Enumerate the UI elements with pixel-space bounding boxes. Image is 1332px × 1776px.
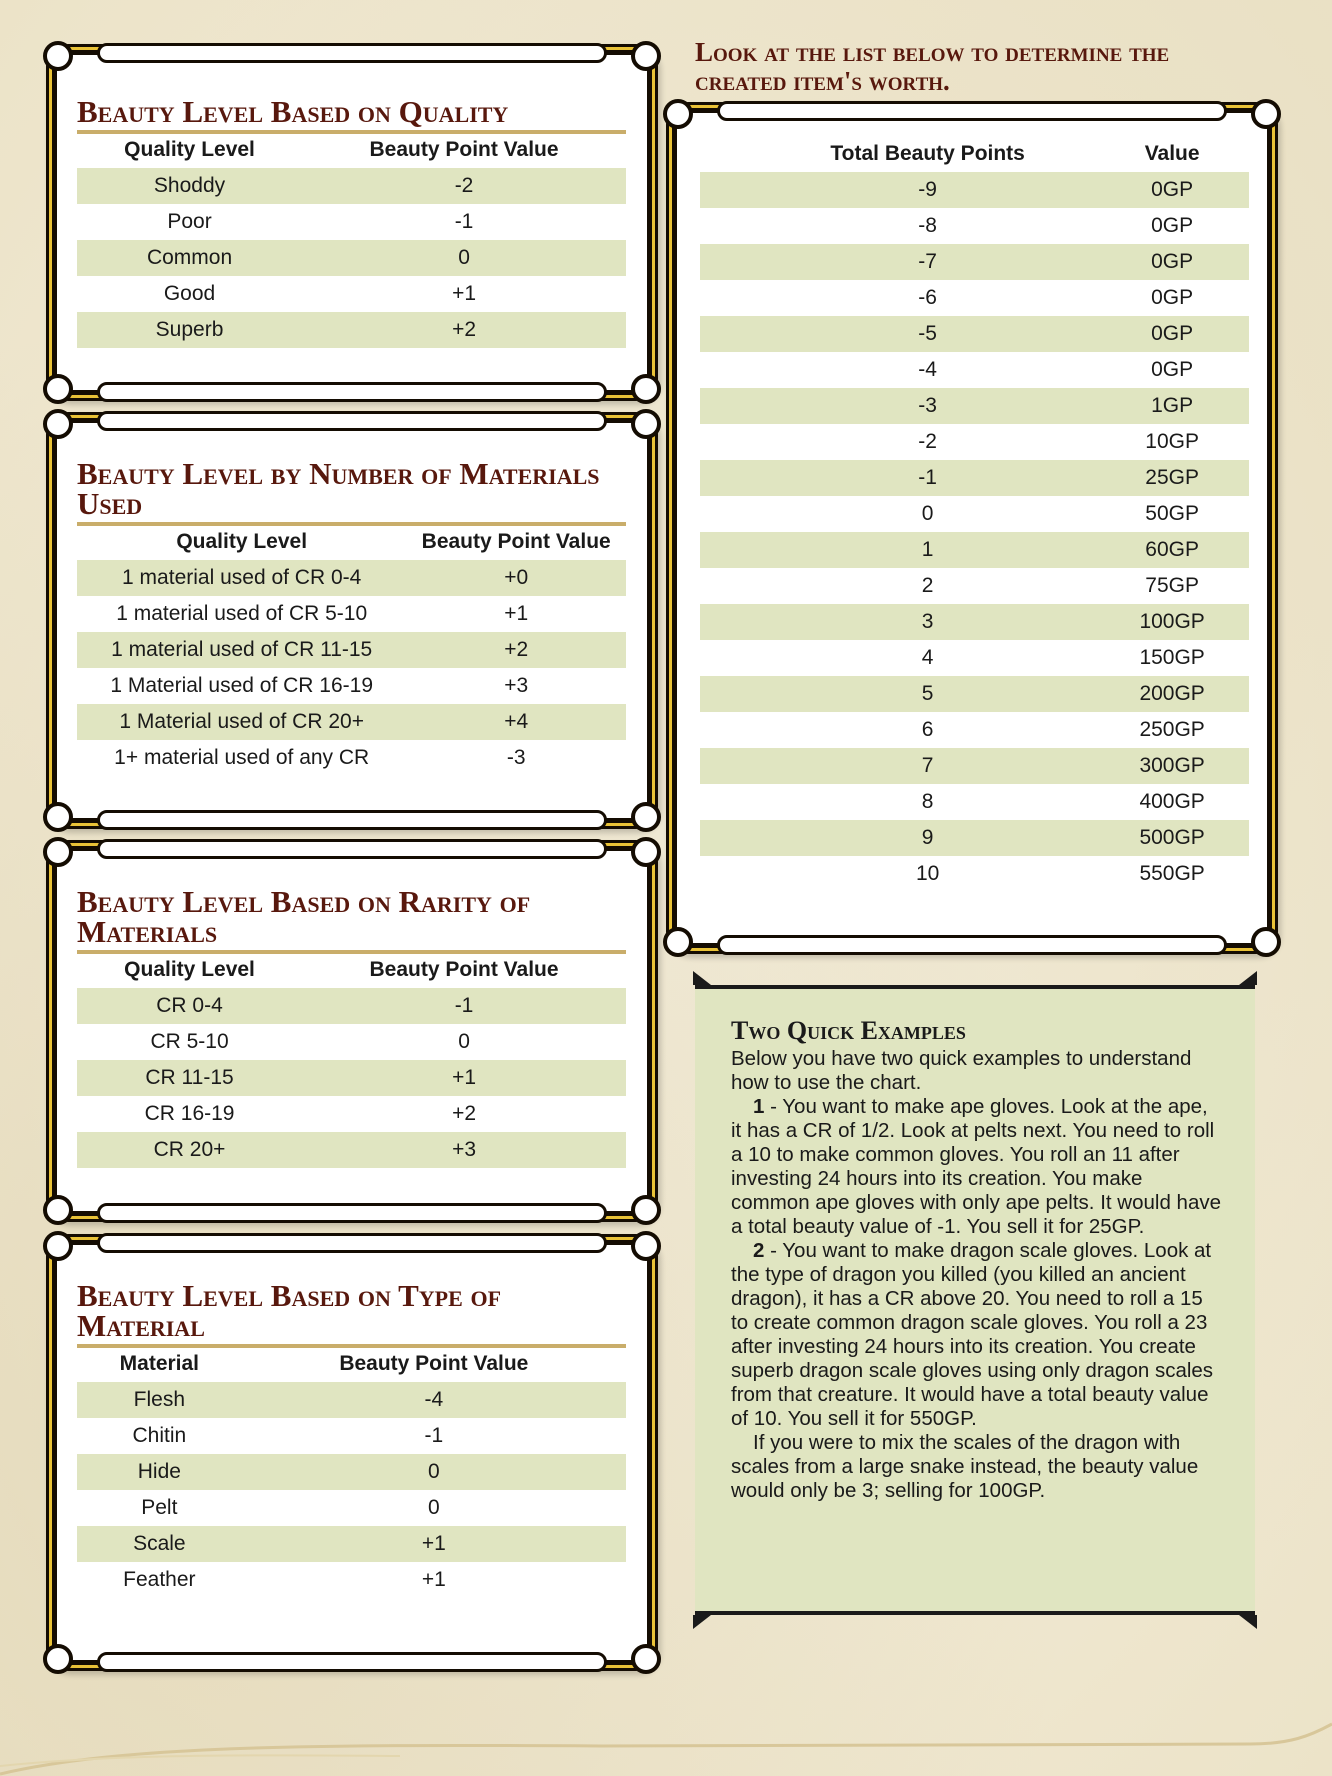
- row-label-cell: -6: [918, 286, 937, 309]
- column-header: Total Beauty Points: [830, 142, 1025, 165]
- table-row: [77, 1096, 626, 1132]
- row-value-cell: 50GP: [1145, 502, 1199, 525]
- footer-ornament: [0, 1716, 1332, 1776]
- row-value-cell: -3: [506, 746, 526, 769]
- row-label-cell: 0: [921, 502, 934, 525]
- row-value-cell: +1: [242, 1526, 626, 1562]
- row-label-cell: 1 Material used of CR 20+: [77, 704, 406, 740]
- table-row: [77, 1132, 626, 1168]
- row-value-cell: 500GP: [1095, 820, 1249, 856]
- row-value-cell: 150GP: [1139, 646, 1205, 669]
- value-list-heading: Look at the list below to determine the created item's worth.: [695, 37, 1170, 96]
- row-label-cell: Superb: [77, 312, 302, 348]
- table-row: [700, 676, 1249, 712]
- table-row: [700, 496, 1249, 532]
- table-row: [77, 1490, 626, 1526]
- row-value-cell: 0GP: [1095, 244, 1249, 280]
- row-value-cell: 200GP: [1095, 676, 1249, 712]
- row-label-cell: -8: [918, 214, 937, 237]
- row-value-cell: 250GP: [1139, 718, 1205, 741]
- row-label-cell: -5: [700, 316, 1095, 352]
- rarity-table-box: [52, 846, 652, 1216]
- row-value-cell: +1: [302, 1060, 626, 1096]
- row-label-cell: 5: [700, 676, 1095, 712]
- table-row: [700, 280, 1249, 316]
- quality-table: [77, 134, 626, 348]
- materials-count-table: [77, 526, 626, 776]
- row-value-cell: +1: [421, 1568, 446, 1591]
- materials-count-table-box: [52, 418, 652, 823]
- column-header: Quality Level: [124, 958, 255, 981]
- row-value-cell: 550GP: [1139, 862, 1205, 885]
- table-row: [700, 316, 1249, 352]
- table-row: [700, 712, 1249, 748]
- row-value-cell: 1GP: [1095, 388, 1249, 424]
- row-label-cell: Common: [77, 240, 302, 276]
- row-value-cell: +1: [452, 282, 477, 305]
- table-row: [77, 1526, 626, 1562]
- row-value-cell: 0GP: [1095, 172, 1249, 208]
- row-label-cell: CR 16-19: [144, 1102, 235, 1125]
- row-label-cell: Hide: [77, 1454, 242, 1490]
- table-row: [77, 312, 626, 348]
- table-row: [77, 1382, 626, 1418]
- table-row: [700, 208, 1249, 244]
- row-label-cell: 1 material used of CR 0-4: [77, 560, 406, 596]
- column-header: Value: [1144, 142, 1200, 165]
- row-label-cell: Feather: [123, 1568, 196, 1591]
- row-label-cell: Poor: [167, 210, 212, 233]
- table-row: [700, 640, 1249, 676]
- row-label-cell: -1: [700, 460, 1095, 496]
- row-label-cell: 7: [700, 748, 1095, 784]
- type-table: [77, 1348, 626, 1598]
- type-table-title: Beauty Level Based on Type of Material: [77, 1281, 626, 1348]
- row-value-cell: -4: [242, 1382, 626, 1418]
- row-label-cell: 4: [921, 646, 934, 669]
- table-row: [77, 740, 626, 776]
- row-value-cell: +2: [406, 632, 626, 668]
- table-row: [77, 632, 626, 668]
- examples-outro: If you were to mix the scales of the dragon with scales from a large snake instead, the beauty value would only be 3; selling for 100GP.: [731, 1431, 1199, 1502]
- row-label-cell: Shoddy: [77, 168, 302, 204]
- examples-title: Two Quick Examples: [731, 1016, 966, 1045]
- column-header: Quality Level: [124, 138, 255, 161]
- table-row: [77, 276, 626, 312]
- row-value-cell: 60GP: [1095, 532, 1249, 568]
- table-row: [700, 784, 1249, 820]
- example-2: 2 - You want to make dragon scale gloves. Look at the type of dragon you killed (you killed an ancient dragon), it has a CR above 20. You need to roll a 15 to create common dragon scale gloves. You roll a 23 after investing 24 hours into its creation. You create superb dragon scale gloves using only dragon scales from that creature. It would have a total beauty value of 10. You sell it for 550GP.: [731, 1239, 1214, 1430]
- row-value-cell: +3: [302, 1132, 626, 1168]
- table-row: [700, 388, 1249, 424]
- table-row: [77, 560, 626, 596]
- rarity-table: [77, 954, 626, 1168]
- value-table-box: [672, 108, 1272, 948]
- row-value-cell: 10GP: [1145, 430, 1199, 453]
- table-row: [700, 568, 1249, 604]
- row-label-cell: Scale: [77, 1526, 242, 1562]
- table-row: [700, 748, 1249, 784]
- row-value-cell: +3: [504, 674, 529, 697]
- row-label-cell: CR 0-4: [77, 988, 302, 1024]
- row-label-cell: -2: [918, 430, 937, 453]
- row-value-cell: 100GP: [1095, 604, 1249, 640]
- row-label-cell: -3: [700, 388, 1095, 424]
- row-value-cell: 0: [428, 1496, 440, 1519]
- quality-table-box: [52, 50, 652, 395]
- row-label-cell: -7: [700, 244, 1095, 280]
- table-row: [700, 244, 1249, 280]
- table-row: [77, 204, 626, 240]
- row-value-cell: -2: [302, 168, 626, 204]
- row-label-cell: Good: [163, 282, 216, 305]
- row-value-cell: 75GP: [1145, 574, 1199, 597]
- row-value-cell: 0GP: [1095, 316, 1249, 352]
- column-header: Material: [119, 1352, 200, 1375]
- column-header: Beauty Point Value: [421, 530, 611, 553]
- row-label-cell: 1 material used of CR 5-10: [116, 602, 368, 625]
- table-row: [77, 1060, 626, 1096]
- row-value-cell: 400GP: [1139, 790, 1205, 813]
- row-value-cell: +4: [406, 704, 626, 740]
- row-label-cell: 9: [700, 820, 1095, 856]
- example-1: 1 - You want to make ape gloves. Look at the ape, it has a CR of 1/2. Look at pelts next. You need to roll a 10 to make common gloves. You roll an 11 after investing 24 hours into its creation. You make common ape gloves with only ape pelts. It would have a total beauty value of -1. You sell it for 25GP.: [731, 1095, 1221, 1238]
- row-label-cell: Pelt: [141, 1496, 178, 1519]
- table-row: [77, 1562, 626, 1598]
- row-label-cell: 1 material used of CR 11-15: [77, 632, 406, 668]
- row-value-cell: -1: [454, 210, 474, 233]
- quality-table-title: Beauty Level Based on Quality: [77, 97, 626, 134]
- row-label-cell: CR 11-15: [77, 1060, 302, 1096]
- column-header: Beauty Point Value: [369, 958, 559, 981]
- row-label-cell: 10: [915, 862, 940, 885]
- row-label-cell: -4: [918, 358, 937, 381]
- row-value-cell: +2: [302, 312, 626, 348]
- row-label-cell: Chitin: [132, 1424, 187, 1447]
- column-header: Beauty Point Value: [369, 138, 559, 161]
- row-label-cell: CR 5-10: [150, 1030, 229, 1053]
- examples-intro: Below you have two quick examples to understand how to use the chart.: [731, 1047, 1192, 1094]
- examples-note: [695, 985, 1255, 1615]
- value-table: [700, 138, 1249, 892]
- row-value-cell: 0: [302, 240, 626, 276]
- row-value-cell: 300GP: [1095, 748, 1249, 784]
- row-value-cell: +2: [452, 1102, 477, 1125]
- table-row: [77, 1418, 626, 1454]
- type-table-box: [52, 1240, 652, 1665]
- rarity-table-title: Beauty Level Based on Rarity of Materials: [77, 887, 626, 954]
- table-row: [77, 668, 626, 704]
- column-header: Beauty Point Value: [339, 1352, 529, 1375]
- table-row: [700, 820, 1249, 856]
- row-label-cell: CR 20+: [77, 1132, 302, 1168]
- table-row: [700, 604, 1249, 640]
- table-row: [700, 532, 1249, 568]
- row-label-cell: 1: [700, 532, 1095, 568]
- row-value-cell: 0: [242, 1454, 626, 1490]
- row-label-cell: 6: [921, 718, 934, 741]
- row-label-cell: 3: [700, 604, 1095, 640]
- row-value-cell: -1: [302, 988, 626, 1024]
- table-row: [700, 856, 1249, 892]
- materials-count-table-title: Beauty Level by Number of Materials Used: [77, 459, 626, 526]
- row-value-cell: 0GP: [1151, 286, 1194, 309]
- table-row: [77, 240, 626, 276]
- table-row: [700, 460, 1249, 496]
- table-row: [77, 988, 626, 1024]
- row-label-cell: 1+ material used of any CR: [114, 746, 370, 769]
- row-value-cell: +0: [406, 560, 626, 596]
- row-value-cell: 0GP: [1151, 358, 1194, 381]
- table-row: [700, 172, 1249, 208]
- row-value-cell: 0GP: [1151, 214, 1194, 237]
- table-row: [77, 168, 626, 204]
- column-header: Quality Level: [176, 530, 308, 553]
- row-value-cell: +1: [504, 602, 529, 625]
- row-value-cell: 0: [458, 1030, 470, 1053]
- table-row: [700, 352, 1249, 388]
- row-label-cell: -9: [700, 172, 1095, 208]
- row-label-cell: 2: [921, 574, 934, 597]
- table-row: [700, 424, 1249, 460]
- table-row: [77, 1454, 626, 1490]
- table-row: [77, 704, 626, 740]
- row-value-cell: -1: [424, 1424, 444, 1447]
- row-label-cell: Flesh: [77, 1382, 242, 1418]
- table-row: [77, 1024, 626, 1060]
- row-value-cell: 25GP: [1095, 460, 1249, 496]
- row-label-cell: 1 Material used of CR 16-19: [110, 674, 374, 697]
- row-label-cell: 8: [921, 790, 934, 813]
- table-row: [77, 596, 626, 632]
